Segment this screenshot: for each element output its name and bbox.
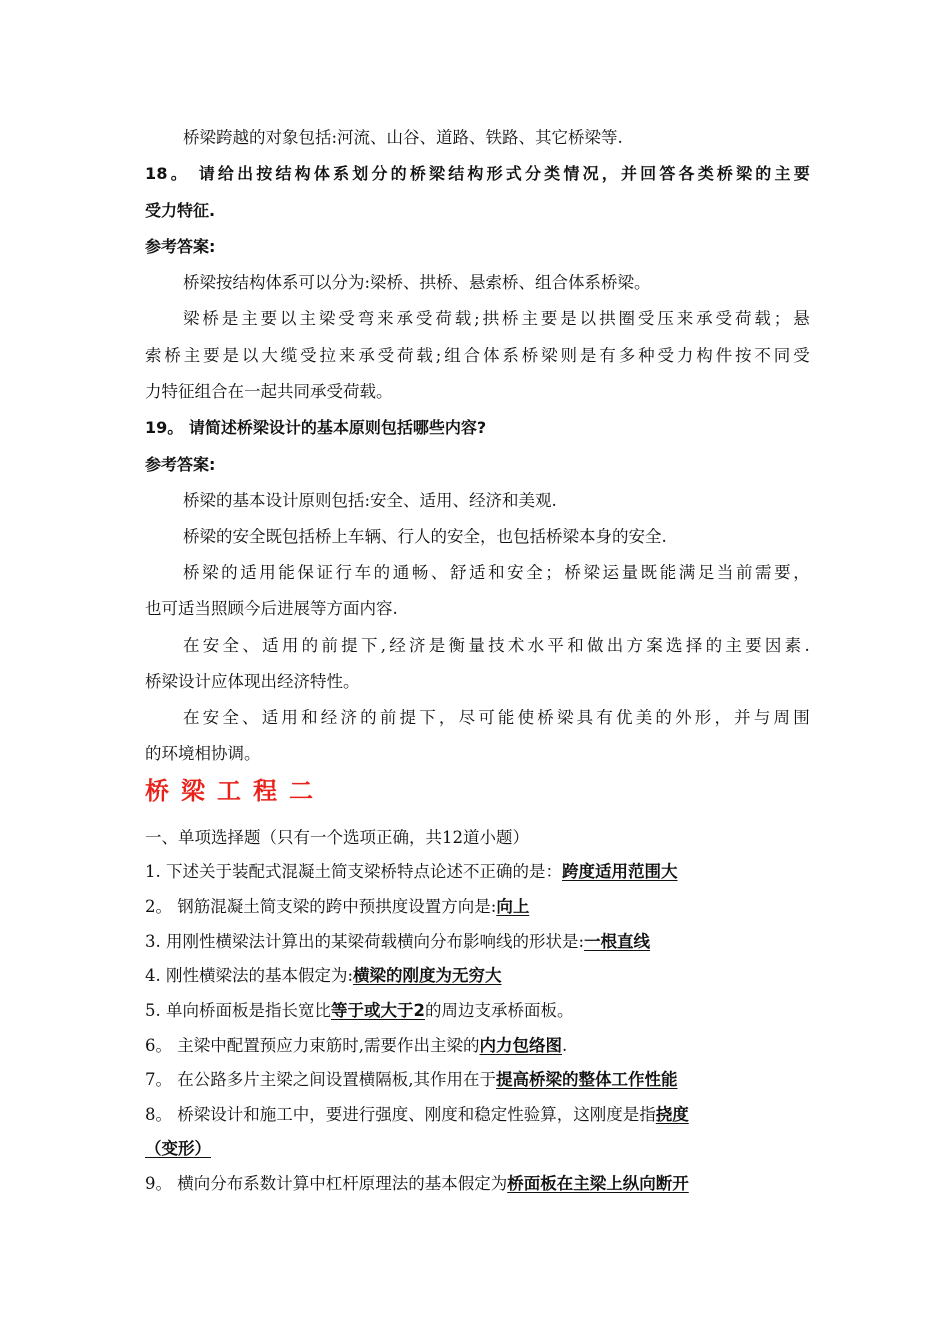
question-item: [145, 1137, 810, 1161]
paragraph-line: 桥梁跨越的对象包括:河流、山谷、道路、铁路、其它桥梁等.: [183, 128, 623, 147]
answer-text: 挠度: [655, 1105, 689, 1124]
question-item: [145, 895, 810, 919]
section-title: 桥梁工程二: [145, 777, 325, 805]
question-item: [145, 1068, 810, 1092]
question-text: 1. 下述关于装配式混凝土简支梁桥特点论述不正确的是：: [145, 862, 562, 881]
answer-text: 内力包络图: [479, 1036, 562, 1055]
answer-text: 跨度适用范围大: [562, 862, 678, 881]
question-text: 7。 在公路多片主梁之间设置横隔板,其作用在于: [145, 1070, 496, 1089]
paragraph-line: 索桥主要是以大缆受拉来承受荷载;组合体系桥梁则是有多种受力构件按不同受: [145, 346, 810, 365]
answer-text: 提高桥梁的整体工作性能: [496, 1070, 678, 1089]
question-tail: 的周边支承桥面板。: [424, 1001, 574, 1020]
paragraph-line: 桥梁按结构体系可以分为:梁桥、拱桥、悬索桥、组合体系桥梁。: [183, 273, 651, 292]
question-text: 4. 刚性横梁法的基本假定为:: [145, 966, 354, 985]
question-item: [145, 930, 810, 954]
answer-text: 一根直线: [584, 932, 651, 951]
question-text: 8。 桥梁设计和施工中，要进行强度、刚度和稳定性验算，这刚度是指: [145, 1105, 656, 1124]
answer-text: 桥面板在主梁上纵向断开: [507, 1174, 689, 1193]
question-item: [145, 999, 810, 1023]
question-text: 3. 用刚性横梁法计算出的某梁荷载横向分布影响线的形状是:: [145, 932, 585, 951]
section-intro: 一、单项选择题（只有一个选项正确，共12道小题）: [145, 828, 529, 847]
paragraph-line: 也可适当照顾今后进展等方面内容.: [145, 599, 398, 618]
answer-text: （变形）: [145, 1139, 211, 1158]
paragraph-line: 桥梁的基本设计原则包括:安全、适用、经济和美观.: [183, 491, 557, 510]
question-item: [145, 1034, 810, 1058]
question-tail: .: [562, 1036, 568, 1055]
reference-answer-label: 参考答案:: [145, 455, 216, 474]
question-text: 6。 主梁中配置预应力束筋时,需要作出主梁的: [145, 1036, 480, 1055]
question-item: [145, 1172, 810, 1196]
question-item: [145, 1103, 810, 1127]
paragraph-line: 梁桥是主要以主梁受弯来承受荷载;拱桥主要是以拱圈受压来承受荷载；悬: [183, 309, 810, 328]
paragraph-line: 力特征组合在一起共同承受荷载。: [145, 382, 393, 401]
answer-text: 横梁的刚度为无穷大: [353, 966, 502, 985]
question-18-title: 18。 请给出按结构体系划分的桥梁结构形式分类情况，并回答各类桥梁的主要: [145, 164, 810, 183]
question-text: 9。 横向分布系数计算中杠杆原理法的基本假定为: [145, 1174, 508, 1193]
answer-text: 等于或大于2: [331, 1001, 425, 1020]
paragraph-line: 桥梁的适用能保证行车的通畅、舒适和安全；桥梁运量既能满足当前需要，: [183, 563, 810, 582]
question-item: [145, 860, 810, 884]
question-18-title-cont: 受力特征.: [145, 201, 216, 220]
paragraph-line: 在安全、适用和经济的前提下，尽可能使桥梁具有优美的外形，并与周围: [183, 708, 810, 727]
question-19-title: 19。 请简述桥梁设计的基本原则包括哪些内容?: [145, 418, 487, 437]
paragraph-line: 的环境相协调。: [145, 744, 261, 763]
paragraph-line: 桥梁设计应体现出经济特性。: [145, 672, 360, 691]
reference-answer-label: 参考答案:: [145, 237, 216, 256]
answer-text: 向上: [496, 897, 530, 916]
paragraph-line: 在安全、适用的前提下,经济是衡量技术水平和做出方案选择的主要因素.: [183, 636, 810, 655]
question-item: [145, 964, 810, 988]
question-text: 2。 钢筋混凝土简支梁的跨中预拱度设置方向是:: [145, 897, 497, 916]
paragraph-line: 桥梁的安全既包括桥上车辆、行人的安全，也包括桥梁本身的安全.: [183, 527, 667, 546]
question-text: 5. 单向桥面板是指长宽比: [145, 1001, 331, 1020]
